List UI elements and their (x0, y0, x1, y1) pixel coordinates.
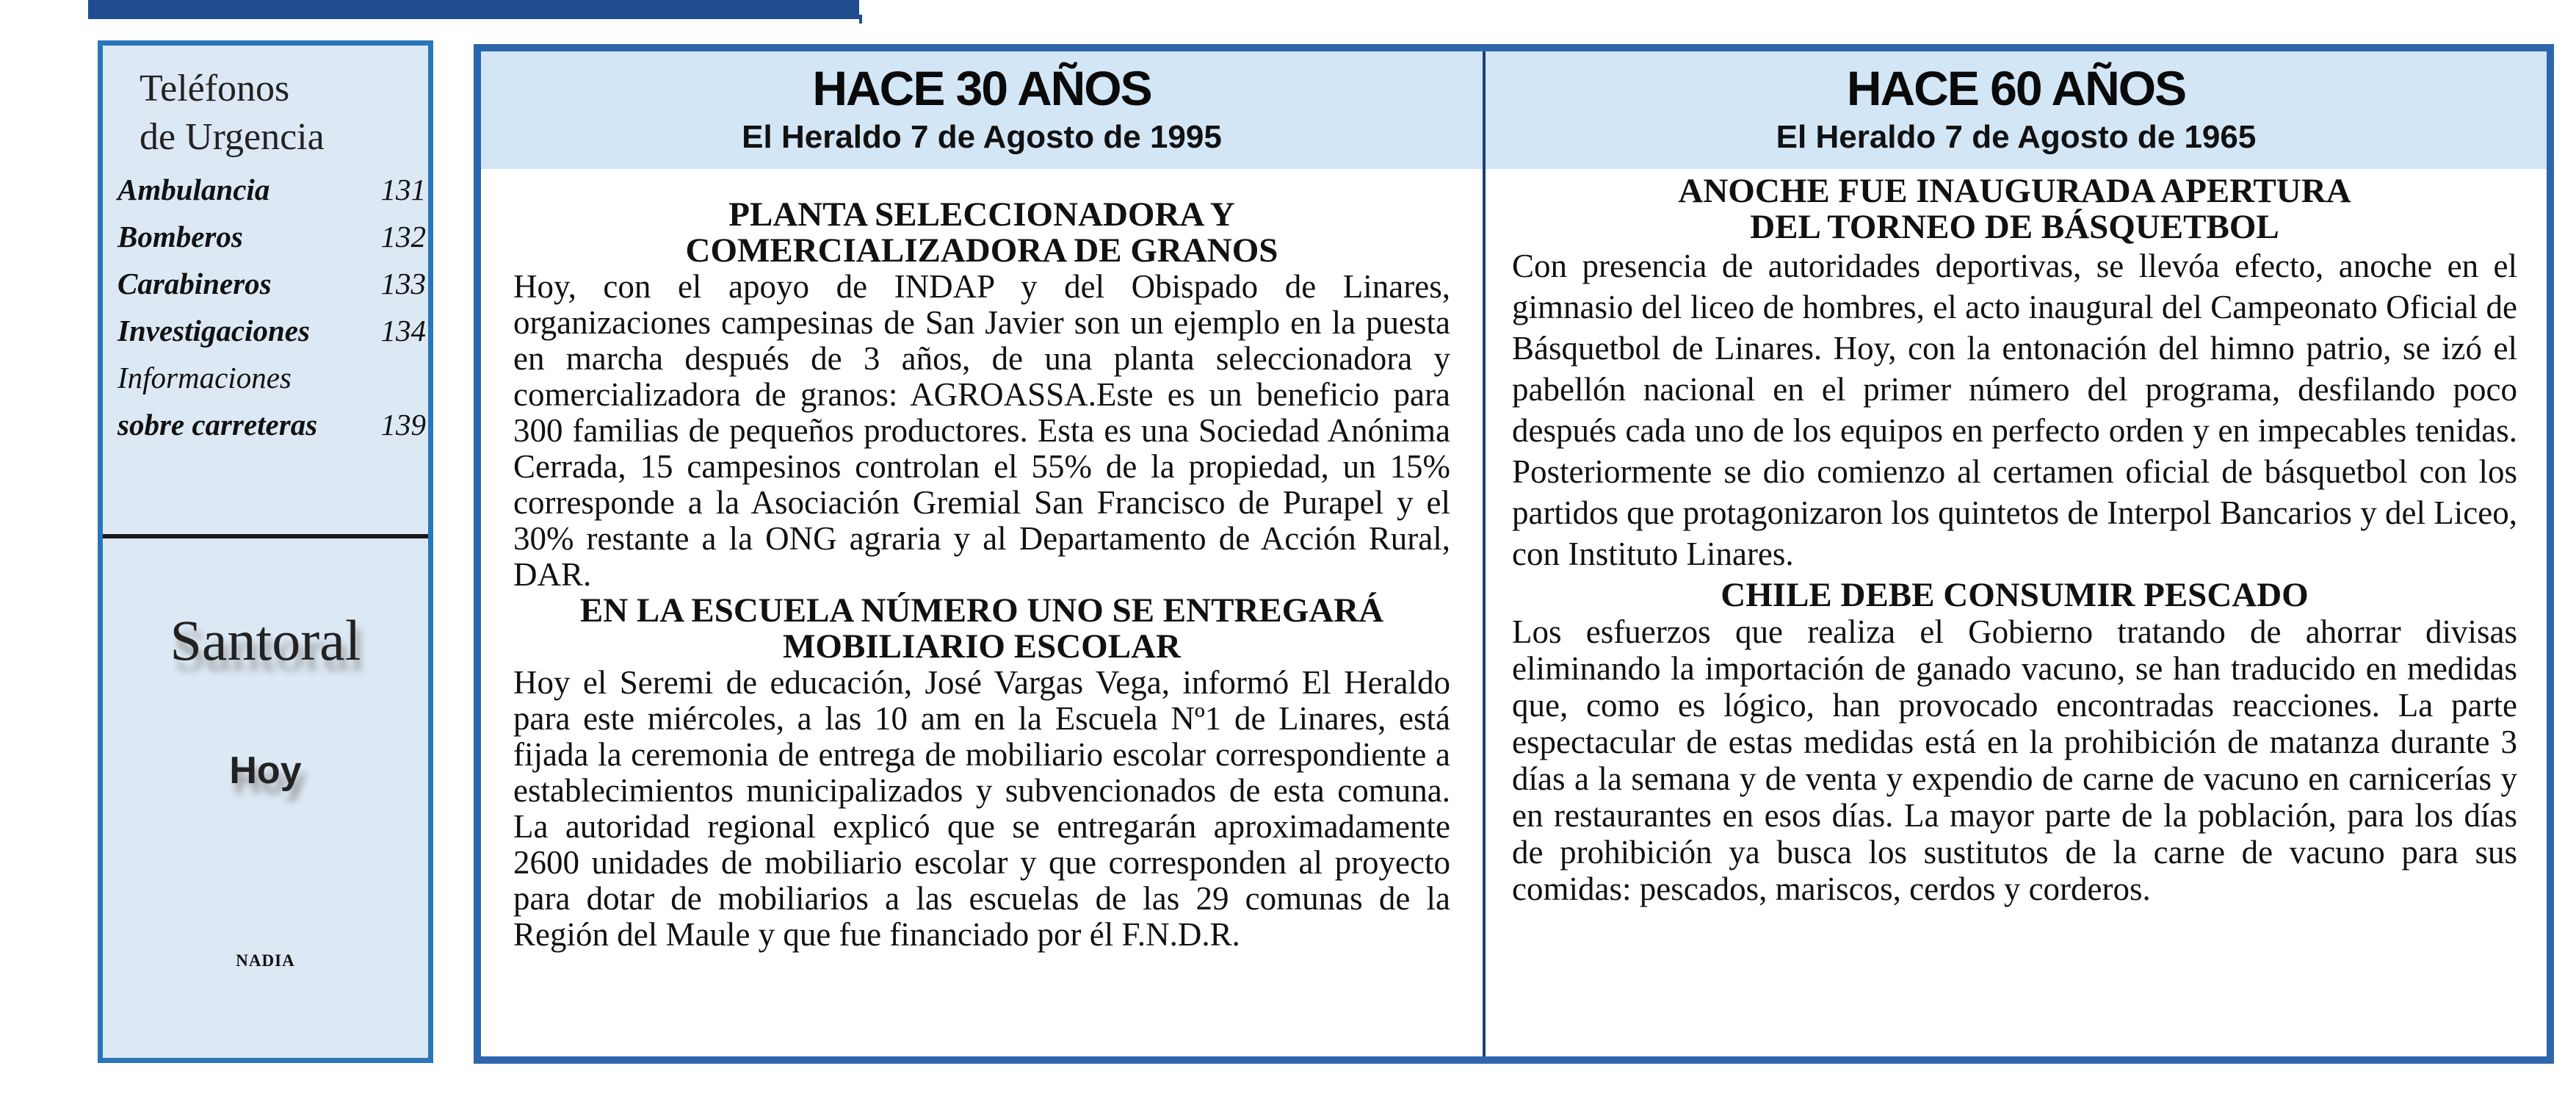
column-subtitle: El Heraldo 7 de Agosto de 1995 (742, 119, 1222, 155)
phone-number: 133 (380, 267, 426, 300)
article-title: CHILE DEBE CONSUMIR PESCADO (1721, 576, 2309, 614)
saint-name: NADIA (236, 951, 295, 970)
phones-title-line1: Teléfonos (140, 68, 290, 109)
phone-row-informaciones (117, 354, 426, 401)
article-title (513, 593, 1450, 665)
phone-row-carabineros (117, 260, 426, 307)
article-title-line: DEL TORNEO DE BÁSQUETBOL (1750, 208, 2279, 246)
sidebar-panel (98, 40, 433, 1063)
phone-label: Bomberos (117, 220, 243, 253)
column-header (1486, 51, 2547, 169)
sidebar-divider (103, 534, 428, 538)
phone-label: Informaciones (117, 361, 292, 394)
phone-number: 139 (380, 408, 426, 442)
santoral-title: Santoral (170, 608, 361, 672)
santoral-today-label: Hoy (229, 749, 302, 792)
column-subtitle: El Heraldo 7 de Agosto de 1965 (1776, 119, 2257, 155)
phone-row-carreteras (117, 401, 426, 448)
top-accent-tick (859, 15, 862, 24)
article-title (1512, 173, 2517, 245)
article-title-line: ANOCHE FUE INAUGURADA APERTURA (1678, 172, 2351, 210)
article-body: Los esfuerzos que realiza el Gobierno tratando de ahorrar divisas eliminando la importación de ganado vacuno, se han traducido en medidas que, como es lógico, han provocado encontradas reacciones. La parte espectacular de estas medidas está en la prohibición de matanza durante 3 días a la semana y de venta y expendio de carne de vacuno en carnicerías y en restaurantes en esos días. La mayor parte de la población, para los días de prohibición ya busca los sustitutos de la carne de vacuno para sus comidas: pescados, mariscos, cerdos y corderos. (1512, 613, 2517, 907)
phone-number: 131 (380, 173, 426, 206)
main-frame (474, 44, 2554, 1064)
phone-row-bomberos (117, 213, 426, 260)
phone-label: Carabineros (117, 267, 272, 300)
phone-row-ambulancia (117, 166, 426, 213)
article-body: Con presencia de autoridades deportivas, se llevóa efecto, anoche en el gimnasio del liceo de hombres, el acto inaugural del Campeonato Oficial de Básquetbol de Linares. Hoy, con la entonación del himno patrio, se izó el pabellón nacional en el primer número del programa, desfilando poco después cada uno de los equipos en perfecto orden y en impecables tenidas. Posteriormente se dio comienzo al certamen oficial de básquetbol con los partidos que protagonizaron los quintetos de Interpol Bancarios y del Liceo, con Instituto Linares. (1512, 248, 2517, 572)
phone-number: 132 (380, 220, 426, 253)
phone-label: sobre carreteras (117, 408, 318, 442)
phone-number: 134 (380, 314, 426, 347)
emergency-phone-list (117, 166, 426, 448)
article-title-line: MOBILIARIO ESCOLAR (783, 627, 1181, 666)
article-title (513, 197, 1450, 269)
phone-label: Investigaciones (117, 314, 310, 347)
column-title: HACE 60 AÑOS (1846, 61, 2186, 115)
column-60-years (1486, 51, 2547, 1056)
top-accent-bar (88, 0, 859, 19)
article-title-line: EN LA ESCUELA NÚMERO UNO SE ENTREGARÁ (579, 591, 1384, 630)
article-title-line: PLANTA SELECCIONADORA Y (728, 195, 1235, 234)
article-title-line: COMERCIALIZADORA DE GRANOS (685, 231, 1278, 270)
emergency-phones-title (140, 65, 325, 162)
column-header (481, 51, 1483, 169)
article-body: Hoy, con el apoyo de INDAP y del Obispado de Linares, organizaciones campesinas de San Javier son un ejemplo en la puesta en marcha después de 3 años, de una planta seleccionadora y comercializadora de granos: AGROASSA.Este es un beneficio para 300 familias de pequeños productores. Esta es una Sociedad Anónima Cerrada, 15 campesinos controlan el 55% de la propiedad, un 15% corresponde a la Asociación Gremial San Francisco de Purapel y el 30% restante a la ONG agraria y al Departamento de Acción Rural, DAR. (513, 268, 1450, 593)
column-30-years (481, 51, 1483, 1056)
main-content (481, 51, 2547, 1056)
phones-title-line2: de Urgencia (140, 116, 325, 158)
column-body (1486, 169, 2547, 907)
column-body (481, 169, 1483, 953)
column-title: HACE 30 AÑOS (812, 61, 1151, 115)
article-body: Hoy el Seremi de educación, José Vargas Vega, informó El Heraldo para este miércoles, a las 10 am en la Escuela Nº1 de Linares, está fijada la ceremonia de entrega de mobiliario escolar correspondiente a establecimientos municipalizados y subvencionados de esta comuna. La autoridad regional explicó que se entregarán aproximadamente 2600 unidades de mobiliario escolar y que corresponden al proyecto para dotar de mobiliarios a las escuelas de las 29 comunas de la Región del Maule y que fue financiado por él F.N.D.R. (513, 664, 1450, 953)
phone-label: Ambulancia (117, 173, 270, 206)
phone-row-investigaciones (117, 307, 426, 354)
